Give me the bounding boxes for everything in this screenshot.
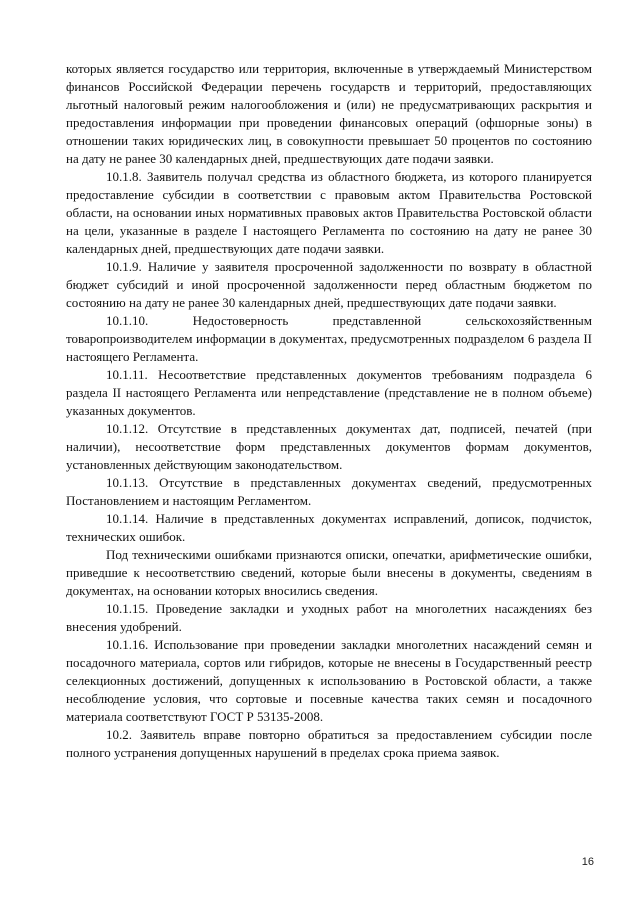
document-body	[66, 60, 592, 762]
paragraph-10-1-8: 10.1.8. Заявитель получал средства из областного бюджета, из которого планируется предоставление субсидии в соответствии с правовым актом Правительства Ростовской области, на основании иных нормативных правовых актов Правительства Ростовской области на цели, указанные в разделе I настоящего Регламента по состоянию на дату не ранее 30 календарных дней, предшествующих дате подачи заявки.	[66, 169, 592, 256]
paragraph-10-1-10: 10.1.10. Недостоверность представленной сельскохозяйственным товаропроизводителем информации в документах, предусмотренных подразделом 6 раздела II настоящего Регламента.	[66, 313, 592, 364]
paragraph-continuation: которых является государство или территория, включенные в утверждаемый Министерством финансов Российской Федерации перечень государств и территорий, предоставляющих льготный налоговый режим налогообложения и (или) не предусматривающих раскрытия и предоставления информации при проведении финансовых операций (офшорные зоны) в отношении таких юридических лиц, в совокупности превышает 50 процентов по состоянию на дату не ранее 30 календарных дней, предшествующих дате подачи заявки.	[66, 61, 592, 166]
paragraph-10-1-14: 10.1.14. Наличие в представленных документах исправлений, дописок, подчисток, технических ошибок.	[66, 511, 592, 544]
paragraph-10-2: 10.2. Заявитель вправе повторно обратиться за предоставлением субсидии после полного устранения допущенных нарушений в пределах срока приема заявок.	[66, 727, 592, 760]
paragraph-10-1-12: 10.1.12. Отсутствие в представленных документах дат, подписей, печатей (при наличии), несоответствие форм представленных документов формам документов, установленных действующим законодательством.	[66, 421, 592, 472]
page-number: 16	[581, 856, 594, 868]
paragraph-10-1-9: 10.1.9. Наличие у заявителя просроченной задолженности по возврату в областной бюджет субсидий и иной просроченной задолженности перед областным бюджетом по состоянию на дату не ранее 30 календарных дней, предшествующих дате подачи заявки.	[66, 259, 592, 310]
paragraph-10-1-16: 10.1.16. Использование при проведении закладки многолетних насаждений семян и посадочного материала, сортов или гибридов, которые не внесены в Государственный реестр селекционных достижений, допущенных к использованию в Ростовской области, а также несоблюдение условия, что сортовые и посевные качества таких семян и посадочного материала соответствуют ГОСТ Р 53135-2008.	[66, 637, 592, 724]
paragraph-technical-errors: Под техническими ошибками признаются описки, опечатки, арифметические ошибки, приведшие к несоответствию сведений, которые были внесены в документы, сведениям в документах, на основании которых вносились сведения.	[66, 547, 592, 598]
paragraph-10-1-15: 10.1.15. Проведение закладки и уходных работ на многолетних насаждениях без внесения удобрений.	[66, 601, 592, 634]
paragraph-10-1-13: 10.1.13. Отсутствие в представленных документах сведений, предусмотренных Постановлением и настоящим Регламентом.	[66, 475, 592, 508]
paragraph-10-1-11: 10.1.11. Несоответствие представленных документов требованиям подраздела 6 раздела II настоящего Регламента или непредставление (представление не в полном объеме) указанных документов.	[66, 367, 592, 418]
